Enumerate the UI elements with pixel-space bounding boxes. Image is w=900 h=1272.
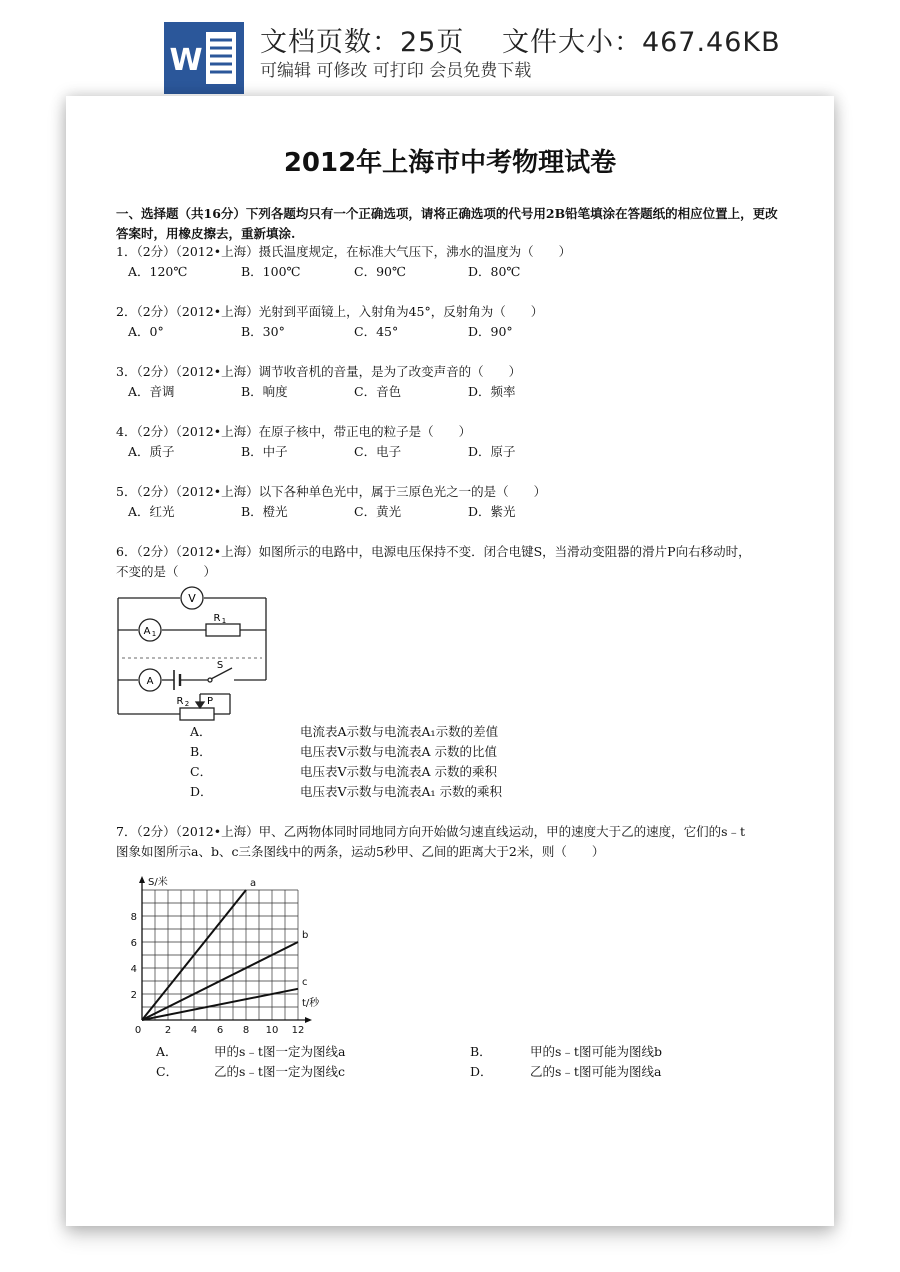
chart-axes — [139, 876, 312, 1023]
option-a-text: 甲的s﹣t图一定为图线a — [214, 1044, 346, 1059]
option-a: A．120℃ — [128, 264, 188, 279]
option-b-letter: B． — [190, 744, 212, 759]
ammeter-label: A — [146, 676, 154, 687]
x-axis-arrow — [305, 1017, 312, 1023]
option-c: C．电子 — [354, 444, 402, 459]
question-5: 5．（2分）（2012•上海）以下各种单色光中，属于三原色光之一的是（ ） — [116, 484, 547, 499]
option-d: D．90° — [468, 324, 513, 339]
option-c: C．45° — [354, 324, 399, 339]
option-d-letter: D． — [470, 1064, 493, 1079]
option-a-letter: A． — [190, 724, 212, 739]
series-label-c: c — [302, 976, 308, 988]
x-tick-label: 2 — [164, 1025, 172, 1036]
voltmeter-label: V — [188, 592, 196, 605]
option-a: A．音调 — [128, 384, 175, 399]
question-3: 3．（2分）（2012•上海）调节收音机的音量，是为了改变声音的（ ） — [116, 364, 522, 379]
question-7-continued: 图象如图所示a、b、c三条图线中的两条，运动5秒甲、乙间的距离大于2米，则（ ） — [116, 844, 605, 859]
option-c-text: 乙的s﹣t图一定为图线c — [214, 1064, 345, 1079]
option-c: C．黄光 — [354, 504, 402, 519]
st-graph — [110, 870, 320, 1042]
series-label-b: b — [302, 930, 309, 941]
y-axis-arrow — [139, 876, 145, 883]
x-axis-label: t/秒 — [302, 998, 320, 1009]
option-d: D．原子 — [468, 444, 516, 459]
y-tick-label: 4 — [130, 964, 137, 975]
x-tick-label: 4 — [190, 1025, 198, 1036]
y-tick-label: 8 — [130, 912, 137, 923]
option-a-letter: A． — [156, 1044, 178, 1059]
document-page — [66, 96, 834, 1226]
document-stats: 文档页数：25页 文件大小：467.46KB — [260, 27, 781, 58]
option-c: C．90℃ — [354, 264, 406, 279]
download-banner — [0, 0, 900, 96]
question-4: 4．（2分）（2012•上海）在原子核中，带正电的粒子是（ ） — [116, 424, 472, 439]
option-b: B．中子 — [241, 444, 288, 459]
option-c-letter: C． — [156, 1064, 179, 1079]
x-tick-label: 0 — [134, 1025, 142, 1036]
option-b: B．响度 — [241, 384, 288, 399]
question-1: 1．（2分）（2012•上海）摄氏温度规定，在标准大气压下，沸水的温度为（ ） — [116, 244, 572, 259]
y-tick-label: 6 — [130, 938, 137, 949]
option-d-text: 乙的s﹣t图可能为图线a — [530, 1064, 662, 1079]
word-document-icon — [164, 22, 244, 94]
x-tick-label: 8 — [242, 1025, 250, 1036]
option-b: B．100℃ — [241, 264, 301, 279]
option-b: B．橙光 — [241, 504, 288, 519]
option-c: C．音色 — [354, 384, 402, 399]
option-b-text: 甲的s﹣t图可能为图线b — [530, 1044, 662, 1059]
document-title: 2012年上海市中考物理试卷 — [283, 148, 617, 178]
option-a: A．质子 — [128, 444, 175, 459]
x-tick-label: 12 — [291, 1025, 305, 1036]
ammeter1-subscript: 1 — [151, 630, 157, 638]
document-features: 可编辑 可修改 可打印 会员免费下载 — [260, 61, 532, 81]
question-2: 2．（2分）（2012•上海）光射到平面镜上，入射角为45°，反射角为（ ） — [116, 304, 544, 319]
question-6-continued: 不变的是（ ） — [116, 564, 217, 579]
r2-subscript: 2 — [184, 700, 190, 708]
r1-label: R — [213, 613, 221, 624]
option-b: B．30° — [241, 324, 285, 339]
switch-label: S — [216, 660, 224, 671]
option-d-letter: D． — [190, 784, 213, 799]
option-d: D．紫光 — [468, 504, 516, 519]
r2-label: R — [176, 696, 184, 707]
circuit-diagram — [114, 590, 270, 716]
section-heading: 一、选择题（共16分）下列各题均只有一个正确选项，请将正确选项的代号用2B铅笔填涂在答题纸的相应位置上，更改答案时，用橡皮擦去，重新填涂. — [116, 206, 778, 241]
option-d: D．80℃ — [468, 264, 521, 279]
r1-subscript: 1 — [221, 617, 227, 625]
y-axis-label: S/米 — [148, 877, 168, 888]
svg-text:W: W — [169, 43, 203, 78]
option-b-text: 电压表V示数与电流表A 示数的比值 — [300, 744, 498, 759]
series-label-a: a — [250, 878, 257, 889]
chart-grid — [142, 890, 298, 1020]
option-d-text: 电压表V示数与电流表A₁ 示数的乘积 — [300, 784, 503, 799]
y-tick-label: 2 — [130, 990, 137, 1001]
option-a: A．红光 — [128, 504, 175, 519]
option-d: D．频率 — [468, 384, 516, 399]
ammeter1-label: A — [143, 626, 151, 637]
slider-label: P — [206, 696, 214, 707]
option-a-text: 电流表A示数与电流表A₁示数的差值 — [300, 724, 499, 739]
option-c-text: 电压表V示数与电流表A 示数的乘积 — [300, 764, 498, 779]
option-a: A．0° — [128, 324, 164, 339]
x-tick-label: 10 — [265, 1025, 279, 1036]
option-b-letter: B． — [470, 1044, 492, 1059]
option-c-letter: C． — [190, 764, 213, 779]
x-tick-label: 6 — [216, 1025, 224, 1036]
question-7: 7．（2分）（2012•上海）甲、乙两物体同时同地同方向开始做匀速直线运动，甲的速度大于乙的速度，它们的s﹣t — [116, 824, 746, 839]
question-6: 6．（2分）（2012•上海）如图所示的电路中，电源电压保持不变．闭合电键S，当滑动变阻器的滑片P向右移动时， — [116, 544, 751, 559]
